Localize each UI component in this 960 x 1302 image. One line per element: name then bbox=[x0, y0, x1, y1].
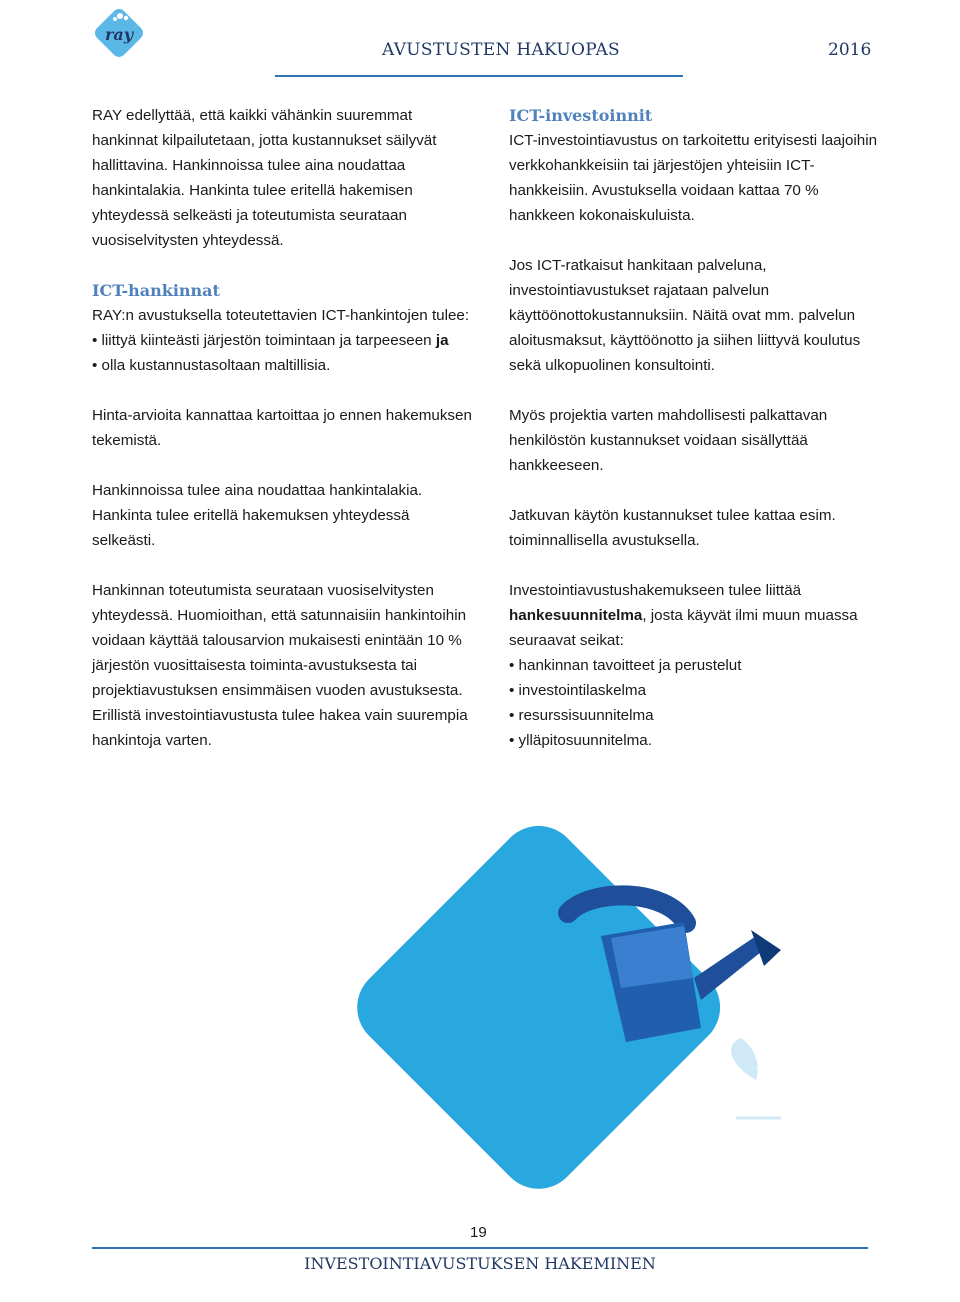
document-title: AVUSTUSTEN HAKUOPAS bbox=[382, 40, 620, 60]
paragraph: Investointiavustushakemukseen tulee liittää hankesuunnitelma, josta käyvät ilmi muun muassa seuraavat seikat: bbox=[509, 582, 858, 649]
ray-logo bbox=[90, 4, 148, 62]
watering-can-plant-icon bbox=[196, 818, 876, 1226]
section-heading-ict-investoinnit: ICT-investoinnit bbox=[509, 106, 653, 125]
paragraph: Myös projektia varten mahdollisesti palkattavan henkilöstön kustannukset voidaan sisällyttää hankkeeseen. bbox=[509, 407, 828, 474]
intro-paragraph: RAY edellyttää, että kaikki vähänkin suuremmat hankinnat kilpailutetaan, jotta kustannukset säilyvät hallittavina. Hankinnoissa tulee aina noudattaa hankintalakia. Hankinta tulee eritellä hakemisen yhteydessä selkeästi ja toteutumista seurataan vuosiselvitysten yhteydessä. bbox=[92, 107, 437, 249]
paragraph: Jatkuvan käytön kustannukset tulee kattaa esim. toiminnallisella avustuksella. bbox=[509, 507, 836, 549]
list-item: • olla kustannustasoltaan maltillisia. bbox=[92, 353, 472, 378]
list-item: • investointilaskelma bbox=[509, 678, 881, 703]
footer-divider bbox=[92, 1247, 868, 1249]
list-item: • hankinnan tavoitteet ja perustelut bbox=[509, 653, 881, 678]
left-column bbox=[92, 103, 472, 778]
document-year: 2016 bbox=[828, 40, 872, 60]
page-number: 19 bbox=[470, 1224, 487, 1241]
paragraph: Hinta-arvioita kannattaa kartoittaa jo ennen hakemuksen tekemistä. bbox=[92, 407, 472, 449]
paragraph: ICT-investointiavustus on tarkoitettu erityisesti laajoihin verkkohankkeisiin tai järjestöjen yhteisiin ICT-hankkeisiin. Avustuksella voidaan kattaa 70 % hankkeen kokonaiskuluista. bbox=[509, 132, 878, 224]
footer-title: INVESTOINTIAVUSTUKSEN HAKEMINEN bbox=[304, 1254, 656, 1273]
lead-text: RAY:n avustuksella toteutettavien ICT-hankintojen tulee: bbox=[92, 307, 470, 324]
right-column bbox=[509, 103, 881, 753]
header-divider bbox=[275, 75, 683, 77]
section-heading-ict-hankinnat: ICT-hankinnat bbox=[92, 281, 220, 300]
list-item: • liittyä kiinteästi järjestön toimintaan ja tarpeeseen ja bbox=[92, 328, 472, 353]
paragraph: Hankinnoissa tulee aina noudattaa hankintalakia. Hankinta tulee eritellä hakemuksen yhteydessä selkeästi. bbox=[92, 482, 423, 549]
logo-text: ray bbox=[104, 25, 134, 44]
paragraph: Hankinnan toteutumista seurataan vuosiselvitysten yhteydessä. Huomioithan, että satunnaisiin hankintoihin voidaan käyttää talousarvion mukaisesti enintään 10 % järjestön vuosittaisesta toiminta-avustuksesta tai projektiavustuksen ensimmäisen vuoden avustuksesta. Erillistä investointiavustusta tulee hakea vain suurempia hankintoja varten. bbox=[92, 582, 468, 749]
paragraph: Jos ICT-ratkaisut hankitaan palveluna, investointiavustukset rajataan palvelun käyttöönottokustannuksiin. Näitä ovat mm. palvelun aloitusmaksut, käyttöönotto ja siihen liittyvä koulutus sekä ulkopuolinen konsultointi. bbox=[509, 257, 861, 374]
list-item: • resurssisuunnitelma bbox=[509, 703, 881, 728]
list-item: • ylläpitosuunnitelma. bbox=[509, 728, 881, 753]
